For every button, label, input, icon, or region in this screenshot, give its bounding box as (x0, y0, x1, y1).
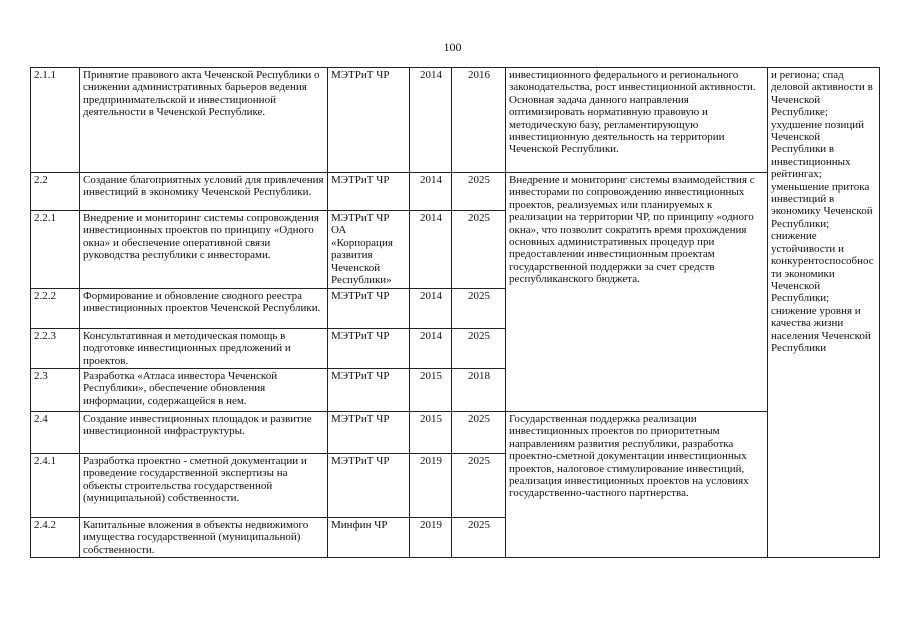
risks-cell: и региона; спад деловой активности в Чеченской Республике; ухудшение позиций Чеченской Республики в инвестиционных рейтингах; уменьшение притока инвестиций в экономику Чеченской Республики; снижение устойчивости и конкурентоспособности экономики Чеченской Республики; снижение уровня и качества жизни населения Чеченской Республики (768, 68, 880, 558)
end-year: 2025 (452, 329, 506, 369)
executor: МЭТРиТ ЧР (328, 289, 410, 329)
row-number: 2.2.1 (31, 211, 80, 289)
activity-name: Разработка проектно - сметной документации и проведение государственной экспертизы на объекты строительства государственной (муниципальной) собственности. (80, 454, 328, 518)
activity-name: Капитальные вложения в объекты недвижимого имущества государственной (муниципальной) собственности. (80, 518, 328, 558)
end-year: 2025 (452, 412, 506, 454)
start-year: 2014 (410, 329, 452, 369)
start-year: 2014 (410, 173, 452, 211)
table-row (31, 412, 880, 454)
row-number: 2.4 (31, 412, 80, 454)
end-year: 2025 (452, 173, 506, 211)
executor: МЭТРиТ ЧР ОА «Корпорация развития Чеченской Республики» (328, 211, 410, 289)
row-number: 2.2.3 (31, 329, 80, 369)
activity-name: Консультативная и методическая помощь в подготовке инвестиционных предложений и проектов. (80, 329, 328, 369)
start-year: 2015 (410, 369, 452, 412)
expected-results: Государственная поддержка реализации инвестиционных проектов по приоритетным направлениям развития республики, разработка проектно-сметной документации инвестиционных проектов, налоговое стимулирование инвестиций, реализация инвестиционных проектов на условиях государственно-частного партнерства. (506, 412, 768, 558)
table-row (31, 68, 880, 173)
start-year: 2019 (410, 518, 452, 558)
end-year: 2018 (452, 369, 506, 412)
start-year: 2015 (410, 412, 452, 454)
activity-name: Разработка «Атласа инвестора Чеченской Республики», обеспечение обновления информации, содержащейся в нем. (80, 369, 328, 412)
executor: МЭТРиТ ЧР (328, 369, 410, 412)
expected-results: Внедрение и мониторинг системы взаимодействия с инвесторами по сопровождению инвестиционных проектов, реализуемых или планируемых к реализации на территории ЧР, по принципу «одного окна», что позволит сократить время прохождения основных административных процедур при предоставлении инвестиционным проектам государственной поддержки за счет средств республиканского бюджета. (506, 173, 768, 412)
activity-name: Создание инвестиционных площадок и развитие инвестиционной инфраструктуры. (80, 412, 328, 454)
end-year: 2025 (452, 289, 506, 329)
executor: МЭТРиТ ЧР (328, 412, 410, 454)
start-year: 2014 (410, 289, 452, 329)
end-year: 2025 (452, 454, 506, 518)
row-number: 2.3 (31, 369, 80, 412)
end-year: 2025 (452, 518, 506, 558)
executor: Минфин ЧР (328, 518, 410, 558)
activities-table (30, 67, 880, 558)
start-year: 2019 (410, 454, 452, 518)
activity-name: Создание благоприятных условий для привлечения инвестиций в экономику Чеченской Республики. (80, 173, 328, 211)
activity-name: Формирование и обновление сводного реестра инвестиционных проектов Чеченской Республики. (80, 289, 328, 329)
table-row (31, 173, 880, 211)
executor: МЭТРиТ ЧР (328, 329, 410, 369)
end-year: 2025 (452, 211, 506, 289)
row-number: 2.4.2 (31, 518, 80, 558)
page-number: 100 (443, 40, 462, 54)
activity-name: Принятие правового акта Чеченской Республики о снижении административных барьеров ведения предпринимательской и инвестиционной деятельности в Чеченской Республике. (80, 68, 328, 173)
row-number: 2.1.1 (31, 68, 80, 173)
row-number: 2.4.1 (31, 454, 80, 518)
expected-results: инвестиционного федерального и регионального законодательства, рост инвестиционной активности. Основная задача данного направления оптимизировать нормативную правовую и методическую базу, регламентирующую инвестиционную деятельность на территории Чеченской Республики. (506, 68, 768, 173)
executor: МЭТРиТ ЧР (328, 68, 410, 173)
start-year: 2014 (410, 68, 452, 173)
start-year: 2014 (410, 211, 452, 289)
end-year: 2016 (452, 68, 506, 173)
activity-name: Внедрение и мониторинг системы сопровождения инвестиционных проектов по принципу «Одного окна» и обеспечение оперативной связи руководства республики с инвесторами. (80, 211, 328, 289)
executor: МЭТРиТ ЧР (328, 173, 410, 211)
executor: МЭТРиТ ЧР (328, 454, 410, 518)
row-number: 2.2 (31, 173, 80, 211)
row-number: 2.2.2 (31, 289, 80, 329)
